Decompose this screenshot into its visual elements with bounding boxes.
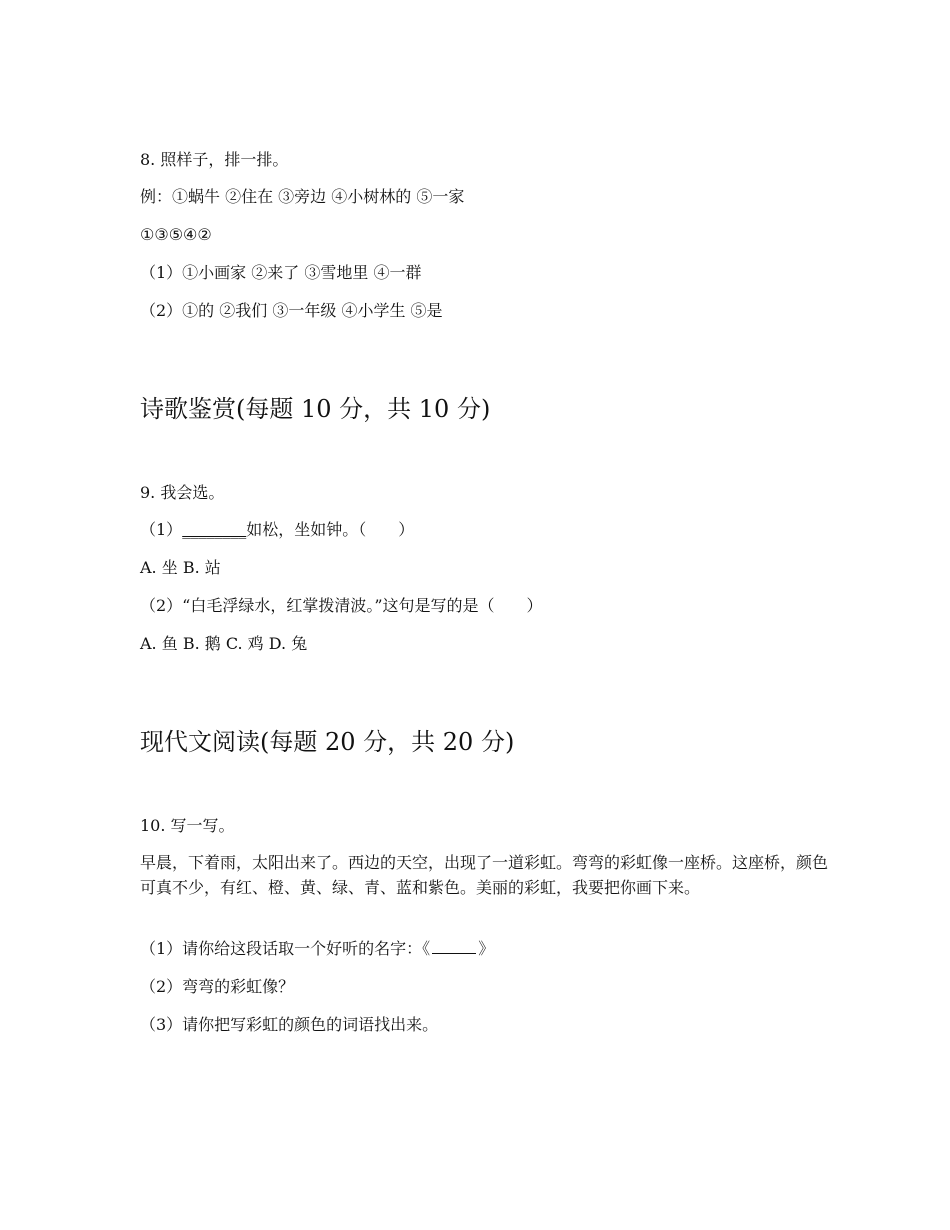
q9-item-2-options: A. 鱼 B. 鹅 C. 鸡 D. 兔: [140, 634, 308, 653]
section-heading-reading: 现代文阅读(每题 20 分，共 20 分): [140, 728, 515, 756]
q8-example-answer: ①③⑤④②: [140, 225, 212, 244]
q10-item-3: （3）请你把写彩虹的颜色的词语找出来。: [140, 1015, 439, 1034]
q9-item-1-suffix: 如松，坐如钟。（ ）: [246, 520, 415, 539]
q8-example: 例：①蜗牛 ②住在 ③旁边 ④小树林的 ⑤一家: [140, 187, 465, 206]
q9-item-1: [140, 520, 414, 540]
q9-item-1-prefix: （1）: [140, 520, 183, 539]
q8-title: 8. 照样子，排一排。: [140, 150, 289, 169]
q8-item-1: （1）①小画家 ②来了 ③雪地里 ④一群: [140, 263, 422, 282]
q10-item-1-suffix: 》: [478, 939, 495, 958]
q10-item-1-prefix: （1）请你给这段话取一个好听的名字：《: [140, 939, 431, 958]
q10-item-1-blank: [432, 939, 476, 954]
q9-title: 9. 我会选。: [140, 483, 225, 502]
section-heading-poetry: 诗歌鉴赏(每题 10 分，共 10 分): [140, 395, 491, 423]
q9-item-2: （2）“白毛浮绿水，红掌拨清波。”这句是写的是（ ）: [140, 596, 543, 615]
q9-item-1-options: A. 坐 B. 站: [140, 558, 221, 577]
q8-item-2: （2）①的 ②我们 ③一年级 ④小学生 ⑤是: [140, 301, 443, 320]
q10-passage: 早晨，下着雨，太阳出来了。西边的天空，出现了一道彩虹。弯弯的彩虹像一座桥。这座桥，颜色可真不少，有红、橙、黄、绿、青、蓝和紫色。美丽的彩虹，我要把你画下来。: [140, 853, 829, 897]
q10-item-1: [140, 939, 494, 959]
q9-item-1-blank: ________: [182, 520, 247, 539]
q10-title: 10. 写一写。: [140, 816, 235, 835]
q10-item-2: （2）弯弯的彩虹像？: [140, 977, 295, 996]
